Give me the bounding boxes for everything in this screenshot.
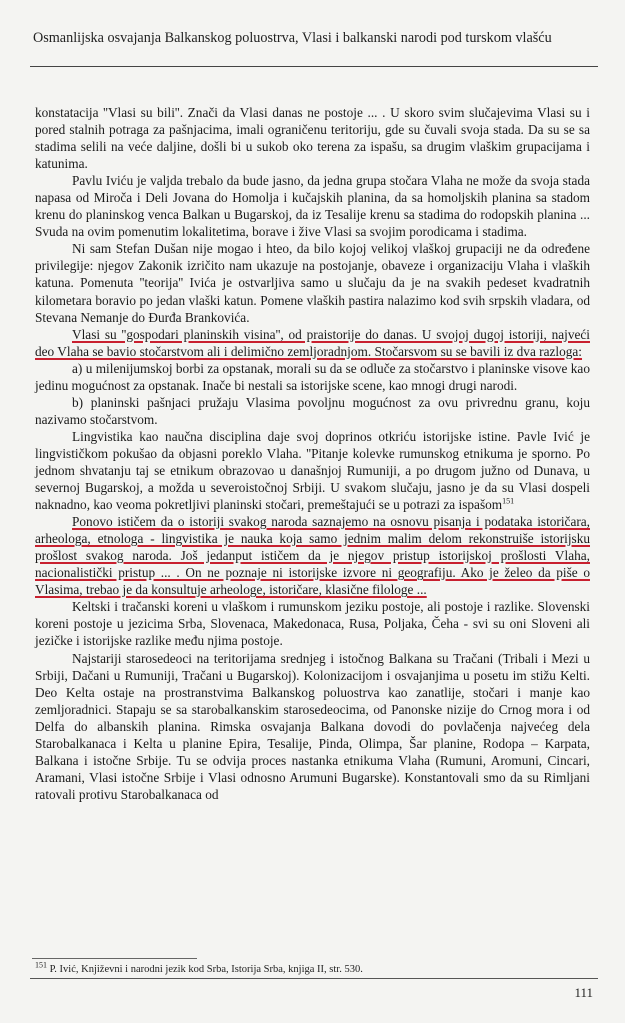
paragraph-7 (35, 428, 590, 513)
footer-divider (30, 978, 598, 979)
footnote-marker: 151 (35, 960, 47, 970)
paragraph-2: Pavlu Iviću je valjda trebalo da bude jasno, da jedna grupa stočara Vlaha ne može da svoja stada napasa od Miroča i Deli Jovana do Homolja i kučajskih planina, da sa homoljskih planina sa stadom krenu do planinskog venca Balkan u Bugarskoj, da iz Tesalije krenu sa stadima do rodopskih planina ... Svuda na ovim pomenutim lokalitetima, borave i žive Vlasi sa svojim porodicama i stadima. (35, 173, 590, 240)
paragraph-4-underlined: Vlasi su ''gospodari planinskih visina'', od praistorije do danas. U svojoj dugoj istoriji, najveći deo Vlaha se bavio stočarstvom ali i delimično zemljoradnjom. Stočarsvom su se bavili iz dva razloga: (35, 326, 590, 359)
footnote (35, 960, 595, 976)
paragraph-6-list-b: b) planinski pašnjaci pružaju Vlasima povoljnu mogućnost za ovu privrednu granu, koju nazivamo stočarstvom. (35, 394, 590, 427)
footnote-ref: 151 (502, 496, 515, 506)
paragraph-5-list-a: a) u milenijumskoj borbi za opstanak, morali su da se odluče za stočarstvo i planinske visove kao jedinu mogućnost za opstanak. Inače bi nestali sa istorijske scene, kao mnogi drugi narodi. (35, 360, 590, 393)
body-text (35, 104, 590, 803)
paragraph-9: Keltski i tračanski koreni u vlaškom i rumunskom jeziku postoje, ali postoje i razlike. Slovenski koreni postoje u jezicima Srba, Slovenaca, Makedonaca, Rusa, Poljaka, Čeha - svi su oni Sloveni ali jezičke i istorijske razlike među njima postoje. (35, 599, 590, 649)
header-divider (30, 66, 598, 67)
footnote-divider (32, 958, 197, 959)
page-number: 111 (574, 985, 593, 1000)
paragraph-10: Najstariji starosedeoci na teritorijama srednjeg i istočnog Balkana su Tračani (Tribali i Mezi u Srbiji, Dačani u Rumuniji, Tračani u Bugarskoj). Kolonizacijom i osvajanjima u posetu im stižu Kelti. Deo Kelta ostaje na prostranstvima Balkanskog poluostrva kao zanatlije, stočari i manje kao zemljoradnici. Stapaju se sa starobalkanskim starosedeocima, od Panonske nizije do Crnog mora i od Delfa do albanskih planina. Rimska osvajanja Balkana dovodi do povlačenja najvećeg dela Starobalkanaca i Kelta u planine Epira, Tesalije, Pinda, Olimpa, Šar planine, Rodopa – Karpata, Balkana i istočne Srbije. Tu se odvija proces nastanka etnikuma Vlaha (Rumuni, Aromuni, Cincari, Aramani, Vlasi istočne Srbije i Vlasi odnosno Arumuni Bugarske). Konstantovali smo da su Rimljani ratovali protivu Starobalkanaca od (35, 650, 590, 802)
running-header: Osmanlijska osvajanja Balkanskog poluostrva, Vlasi i balkanski narodi pod turskom vlašću (33, 30, 552, 46)
footnote-text: P. Ivić, Književni i narodni jezik kod Srba, Istorija Srba, knjiga II, str. 530. (49, 964, 363, 975)
paragraph-7-text: Lingvistika kao naučna disciplina daje svoj doprinos otkriću istorijske istine. Pavle Ivić je lingvističkom pokušao da objasni poreklo Vlaha. ''Pitanje kolevke rumunskog etnikuma je sporno. Po jednom shvatanju taj se etnikum obrazovao u današnjoj Rumuniji, a po drugom južno od Dunava, u severnoj Bugarskoj, a možda u severoistočnoj Srbiji. U svakom slučaju, jasno je da su Vlasi dospeli naknadno, kao veoma pokretljivi planinski stočari, premeštajući se u potrazi za ispašom (35, 428, 590, 513)
paragraph-8-underlined: Ponovo ističem da o istoriji svakog naroda saznajemo na osnovu pisanja i podataka istoričara, arheologa, etnologa - lingvistika je nauka koja samo jednim malim delom rekonstruiše istorijsku prošlost svakog naroda. Još jedanput ističem da je njegov pristup istorijskoj prošlosti Vlaha, nacionalistički pristup ... . On ne poznaje ni istorijske izvore ni geografiju. Ako je želeo da piše o Vlasima, trebao je da konsultuje arheologe, istoričare, klasične filologe ... (35, 514, 590, 598)
paragraph-1: konstatacija ''Vlasi su bili''. Znači da Vlasi danas ne postoje ... . U skoro svim slučajevima Vlasi su i pored stalnih potraga za pašnjacima, imali ograničenu teritoriju, gde su čuvali svoja stada. Da su se sa stadima selili na veće daljine, došli bi u sukob oko terena za ispašu, sa drugim vlaškim grupacijama i katunima. (35, 105, 590, 172)
paragraph-3: Ni sam Stefan Dušan nije mogao i hteo, da bilo kojoj velikoj vlaškoj grupaciji ne da određene privilegije: njegov Zakonik izričito nam ukazuje na postojanje, obaveze i organizaciju Vlaha i vlaških katuna. Pomenuta ''teorija'' Ivića je ostvarljiva samo u slučaju da je na svakih pedeset kvadratnih kilometara boravio po jedan vlaški katun. Pomene vlaških pastira nalazimo kod svih srpskih vladara, od Stevana Nemanje do Đurđa Brankovića. (35, 241, 590, 325)
